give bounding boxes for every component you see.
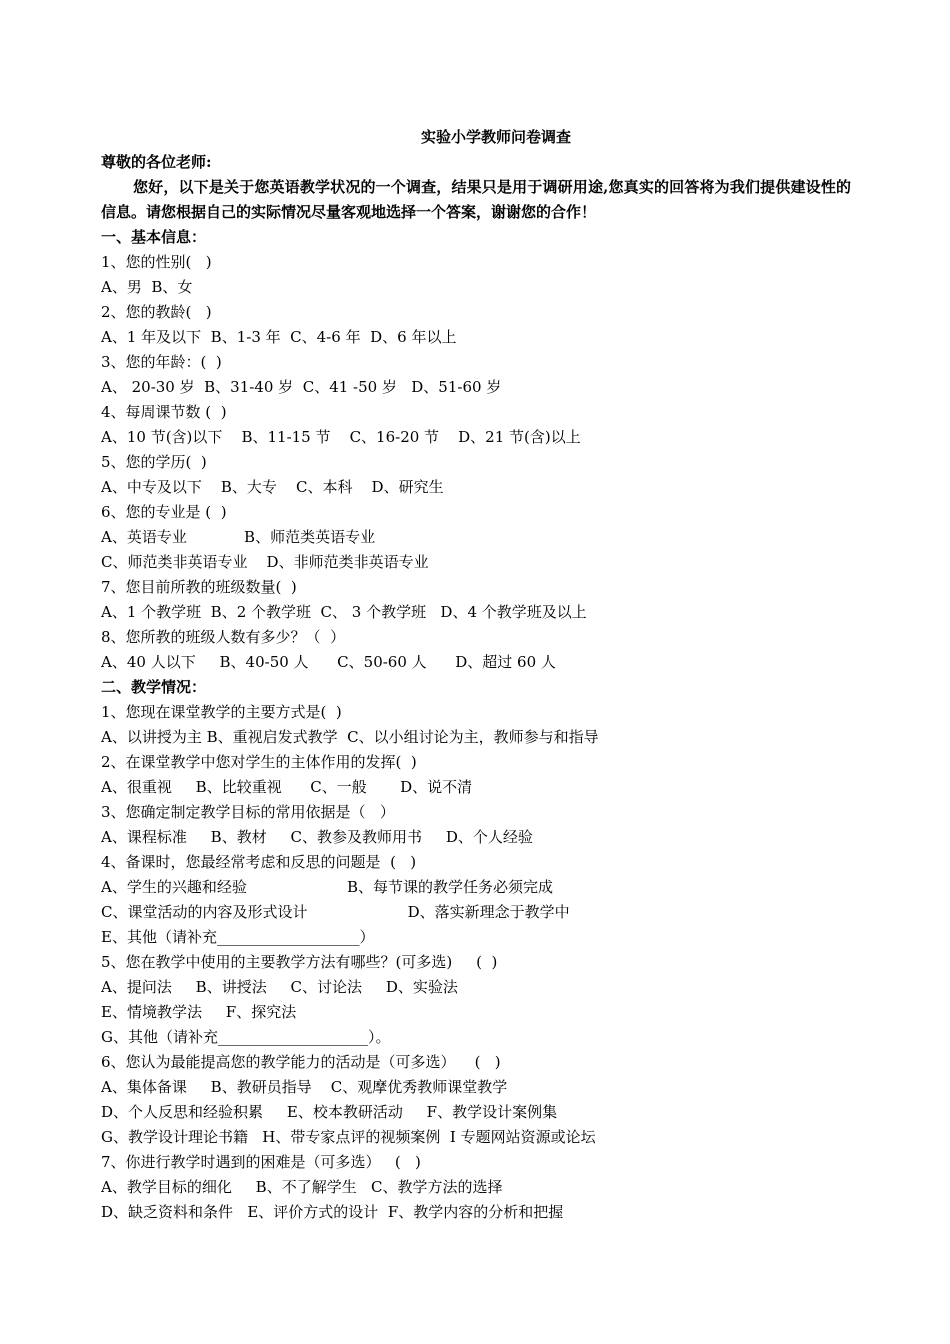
questionnaire-line: 7、你进行教学时遇到的困难是（可多选） ( ) (101, 1153, 421, 1171)
questionnaire-line: G、教学设计理论书籍 H、带专家点评的视频案例 I 专题网站资源或论坛 (101, 1128, 596, 1146)
questionnaire-line: D、个人反思和经验积累 E、校本教研活动 F、教学设计案例集 (101, 1103, 558, 1121)
questionnaire-line: 6、您的专业是 ( ) (101, 503, 227, 521)
questionnaire-line: 4、每周课节数 ( ) (101, 403, 227, 421)
questionnaire-line: A、提问法 B、讲授法 C、讨论法 D、实验法 (101, 978, 458, 996)
questionnaire-line: A、1 年及以下 B、1-3 年 C、4-6 年 D、6 年以上 (101, 328, 457, 346)
questionnaire-line: 6、您认为最能提高您的教学能力的活动是（可多选） ( ) (101, 1053, 501, 1071)
greeting: 尊敬的各位老师: (101, 153, 212, 171)
questionnaire-line: C、师范类非英语专业 D、非师范类非英语专业 (101, 553, 429, 571)
questionnaire-line: G、其他（请补充____________________）。 (101, 1028, 391, 1046)
questionnaire-line: A、集体备课 B、教研员指导 C、观摩优秀教师课堂教学 (101, 1078, 508, 1096)
questionnaire-line: A、10 节(含)以下 B、11-15 节 C、16-20 节 D、21 节(含)以上 (101, 428, 581, 446)
questionnaire-line: 4、备课时，您最经常考虑和反思的问题是 ( ) (101, 853, 417, 871)
questionnaire-line: E、情境教学法 F、探究法 (101, 1003, 297, 1021)
questionnaire-line: A、很重视 B、比较重视 C、一般 D、说不清 (101, 778, 473, 796)
questionnaire-line: 5、您的学历( ) (101, 453, 207, 471)
questionnaire-line: A、课程标准 B、教材 C、教参及教师用书 D、个人经验 (101, 828, 533, 846)
questionnaire-line: E、其他（请补充___________________） (101, 928, 375, 946)
document-page (101, 125, 851, 1225)
questionnaire-line: 7、您目前所教的班级数量( ) (101, 578, 297, 596)
questionnaire-line: A、中专及以下 B、大专 C、本科 D、研究生 (101, 478, 444, 496)
questionnaire-line: C、课堂活动的内容及形式设计 D、落实新理念于教学中 (101, 903, 570, 921)
questionnaire-line: 1、您的性别( ) (101, 253, 212, 271)
questionnaire-line: 3、您确定制定教学目标的常用依据是（ ） (101, 803, 395, 821)
intro-paragraph: 您好，以下是关于您英语教学状况的一个调查，结果只是用于调研用途,您真实的回答将为我们提供建设性的信息。请您根据自己的实际情况尽量客观地选择一个答案，谢谢您的合作！ (101, 178, 851, 221)
questionnaire-line: A、1 个教学班 B、2 个教学班 C、 3 个教学班 D、4 个教学班及以上 (101, 603, 587, 621)
questionnaire-line: A、英语专业 B、师范类英语专业 (101, 528, 376, 546)
section-heading: 一、基本信息： (101, 228, 207, 246)
questionnaire-line: A、以讲授为主 B、重视启发式教学 C、以小组讨论为主，教师参与和指导 (101, 728, 599, 746)
questionnaire-line: A、学生的兴趣和经验 B、每节课的教学任务必须完成 (101, 878, 553, 896)
questionnaire-line: A、教学目标的细化 B、不了解学生 C、教学方法的选择 (101, 1178, 503, 1196)
questionnaire-line: A、 20-30 岁 B、31-40 岁 C、41 -50 岁 D、51-60 岁 (101, 378, 502, 396)
questionnaire-line: A、男 B、女 (101, 278, 193, 296)
questionnaire-line: 5、您在教学中使用的主要教学方法有哪些？(可多选) ( ) (101, 953, 498, 971)
questionnaire-line: D、缺乏资料和条件 E、评价方式的设计 F、教学内容的分析和把握 (101, 1203, 564, 1221)
questionnaire-body (101, 225, 851, 1225)
questionnaire-line: 2、您的教龄( ) (101, 303, 212, 321)
questionnaire-line: 2、在课堂教学中您对学生的主体作用的发挥( ) (101, 753, 417, 771)
questionnaire-line: 8、您所教的班级人数有多少？（ ） (101, 628, 346, 646)
section-heading: 二、教学情况： (101, 678, 207, 696)
questionnaire-line: A、40 人以下 B、40-50 人 C、50-60 人 D、超过 60 人 (101, 653, 556, 671)
questionnaire-line: 1、您现在课堂教学的主要方式是( ) (101, 703, 342, 721)
document-title: 实验小学教师问卷调查 (420, 128, 571, 146)
questionnaire-line: 3、您的年龄：( ) (101, 353, 222, 371)
